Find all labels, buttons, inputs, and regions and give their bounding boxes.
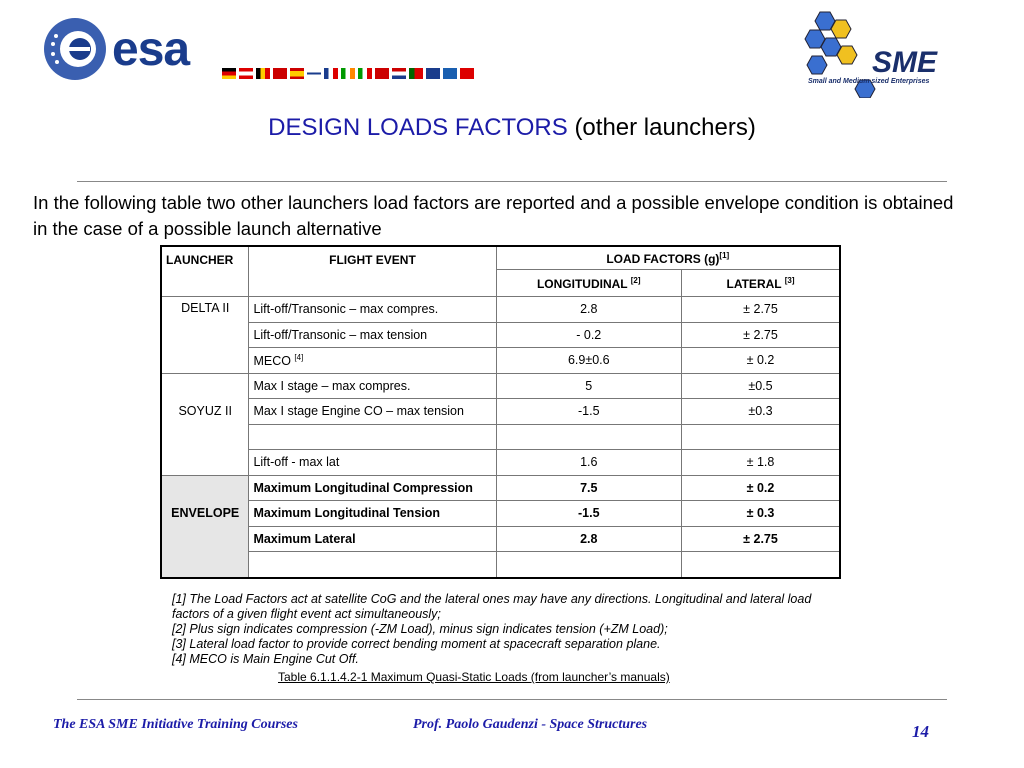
- longitudinal-cell: 7.5: [496, 475, 682, 501]
- table-notes: [172, 592, 832, 667]
- table-caption: Table 6.1.1.4.2-1 Maximum Quasi-Static Loads (from launcher’s manuals): [278, 670, 670, 684]
- lateral-cell: ± 2.75: [682, 322, 840, 348]
- longitudinal-cell: 6.9±0.6: [496, 348, 682, 374]
- table-row: [161, 373, 840, 399]
- page-title: [0, 114, 1024, 142]
- launcher-cell: ENVELOPE: [161, 475, 249, 578]
- event-cell: Lift-off/Transonic – max compres.: [249, 297, 496, 323]
- header-load-factors: LOAD FACTORS (g)[1]: [496, 246, 840, 270]
- event-cell: Lift-off/Transonic – max tension: [249, 322, 496, 348]
- member-flags: [222, 68, 474, 80]
- lateral-cell: ± 2.75: [682, 297, 840, 323]
- event-cell: Lift-off - max lat: [249, 450, 496, 476]
- longitudinal-cell: 2.8: [496, 297, 682, 323]
- header-launcher: LAUNCHER: [161, 246, 249, 297]
- table-row: [161, 526, 840, 552]
- header-lateral: LATERAL [3]: [682, 270, 840, 297]
- sme-logo: [800, 8, 1000, 108]
- table-row: [161, 501, 840, 527]
- note-2: [2] Plus sign indicates compression (-ZM Load), minus sign indicates tension (+ZM Load);: [172, 622, 668, 636]
- table-row: [161, 552, 840, 578]
- footer-author: Prof. Paolo Gaudenzi - Space Structures: [413, 717, 648, 732]
- event-cell: MECO [4]: [249, 348, 496, 374]
- esa-logo-text: esa: [112, 23, 190, 76]
- table-row: [161, 424, 840, 450]
- table-header-row: [161, 246, 840, 270]
- longitudinal-cell: [496, 552, 682, 578]
- sme-logo-subtitle: Small and Medium sized Enterprises: [808, 78, 930, 85]
- bottom-divider: [77, 699, 947, 700]
- load-factors-table: [160, 245, 841, 579]
- table-row: [161, 348, 840, 374]
- longitudinal-cell: 2.8: [496, 526, 682, 552]
- longitudinal-cell: -1.5: [496, 501, 682, 527]
- page-title-sub: (other launchers): [574, 114, 756, 141]
- longitudinal-cell: [496, 424, 682, 450]
- esa-globe-icon: [40, 14, 110, 84]
- event-cell: [249, 424, 496, 450]
- sme-logo-text: SME: [872, 46, 938, 79]
- flag-es-icon: [290, 68, 304, 79]
- flag-dk-icon: [273, 68, 287, 79]
- flag-at-icon: [239, 68, 253, 79]
- lateral-cell: ±0.3: [682, 399, 840, 425]
- lateral-cell: ± 0.2: [682, 348, 840, 374]
- longitudinal-cell: -1.5: [496, 399, 682, 425]
- flag-pt-icon: [409, 68, 423, 79]
- table-row: [161, 475, 840, 501]
- flag-se-icon: [443, 68, 457, 79]
- flag-be-icon: [256, 68, 270, 79]
- lateral-cell: ± 0.3: [682, 501, 840, 527]
- top-divider: [77, 181, 947, 182]
- header-flight-event: FLIGHT EVENT: [249, 246, 496, 297]
- table-row: [161, 450, 840, 476]
- table-row: [161, 399, 840, 425]
- launcher-cell: SOYUZ II: [161, 373, 249, 475]
- event-cell: Maximum Lateral: [249, 526, 496, 552]
- event-cell: Maximum Longitudinal Tension: [249, 501, 496, 527]
- lateral-cell: [682, 552, 840, 578]
- longitudinal-cell: 5: [496, 373, 682, 399]
- lateral-cell: ± 0.2: [682, 475, 840, 501]
- lateral-cell: [682, 424, 840, 450]
- table-row: [161, 322, 840, 348]
- table-row: [161, 297, 840, 323]
- flag-fi-icon: [307, 68, 321, 79]
- longitudinal-cell: 1.6: [496, 450, 682, 476]
- flag-ie-icon: [341, 68, 355, 79]
- note-1: [1] The Load Factors act at satellite CoG and the lateral ones may have any directions. Longitudinal and lateral load factors of a given flight event act simultaneously;: [172, 592, 812, 621]
- event-cell: [249, 552, 496, 578]
- flag-it-icon: [358, 68, 372, 79]
- longitudinal-cell: - 0.2: [496, 322, 682, 348]
- header-longitudinal: LONGITUDINAL [2]: [496, 270, 682, 297]
- note-3: [3] Lateral load factor to provide correct bending moment at spacecraft separation plane.: [172, 637, 661, 651]
- event-cell: Max I stage Engine CO – max tension: [249, 399, 496, 425]
- lateral-cell: ± 2.75: [682, 526, 840, 552]
- page-title-main: DESIGN LOADS FACTORS: [268, 114, 568, 141]
- footer-course: The ESA SME Initiative Training Courses: [53, 717, 298, 732]
- note-4: [4] MECO is Main Engine Cut Off.: [172, 652, 359, 666]
- flag-no-icon: [375, 68, 389, 79]
- flag-uk-icon: [426, 68, 440, 79]
- lateral-cell: ±0.5: [682, 373, 840, 399]
- launcher-cell: DELTA II: [161, 297, 249, 374]
- event-cell: Max I stage – max compres.: [249, 373, 496, 399]
- flag-fr-icon: [324, 68, 338, 79]
- flag-de-icon: [222, 68, 236, 79]
- esa-logo: [40, 14, 240, 84]
- page-number: 14: [912, 722, 929, 741]
- flag-nl-icon: [392, 68, 406, 79]
- event-cell: Maximum Longitudinal Compression: [249, 475, 496, 501]
- lateral-cell: ± 1.8: [682, 450, 840, 476]
- intro-paragraph: In the following table two other launchers load factors are reported and a possible envelope condition is obtained in the case of a possible launch alternative: [33, 192, 954, 239]
- flag-ch-icon: [460, 68, 474, 79]
